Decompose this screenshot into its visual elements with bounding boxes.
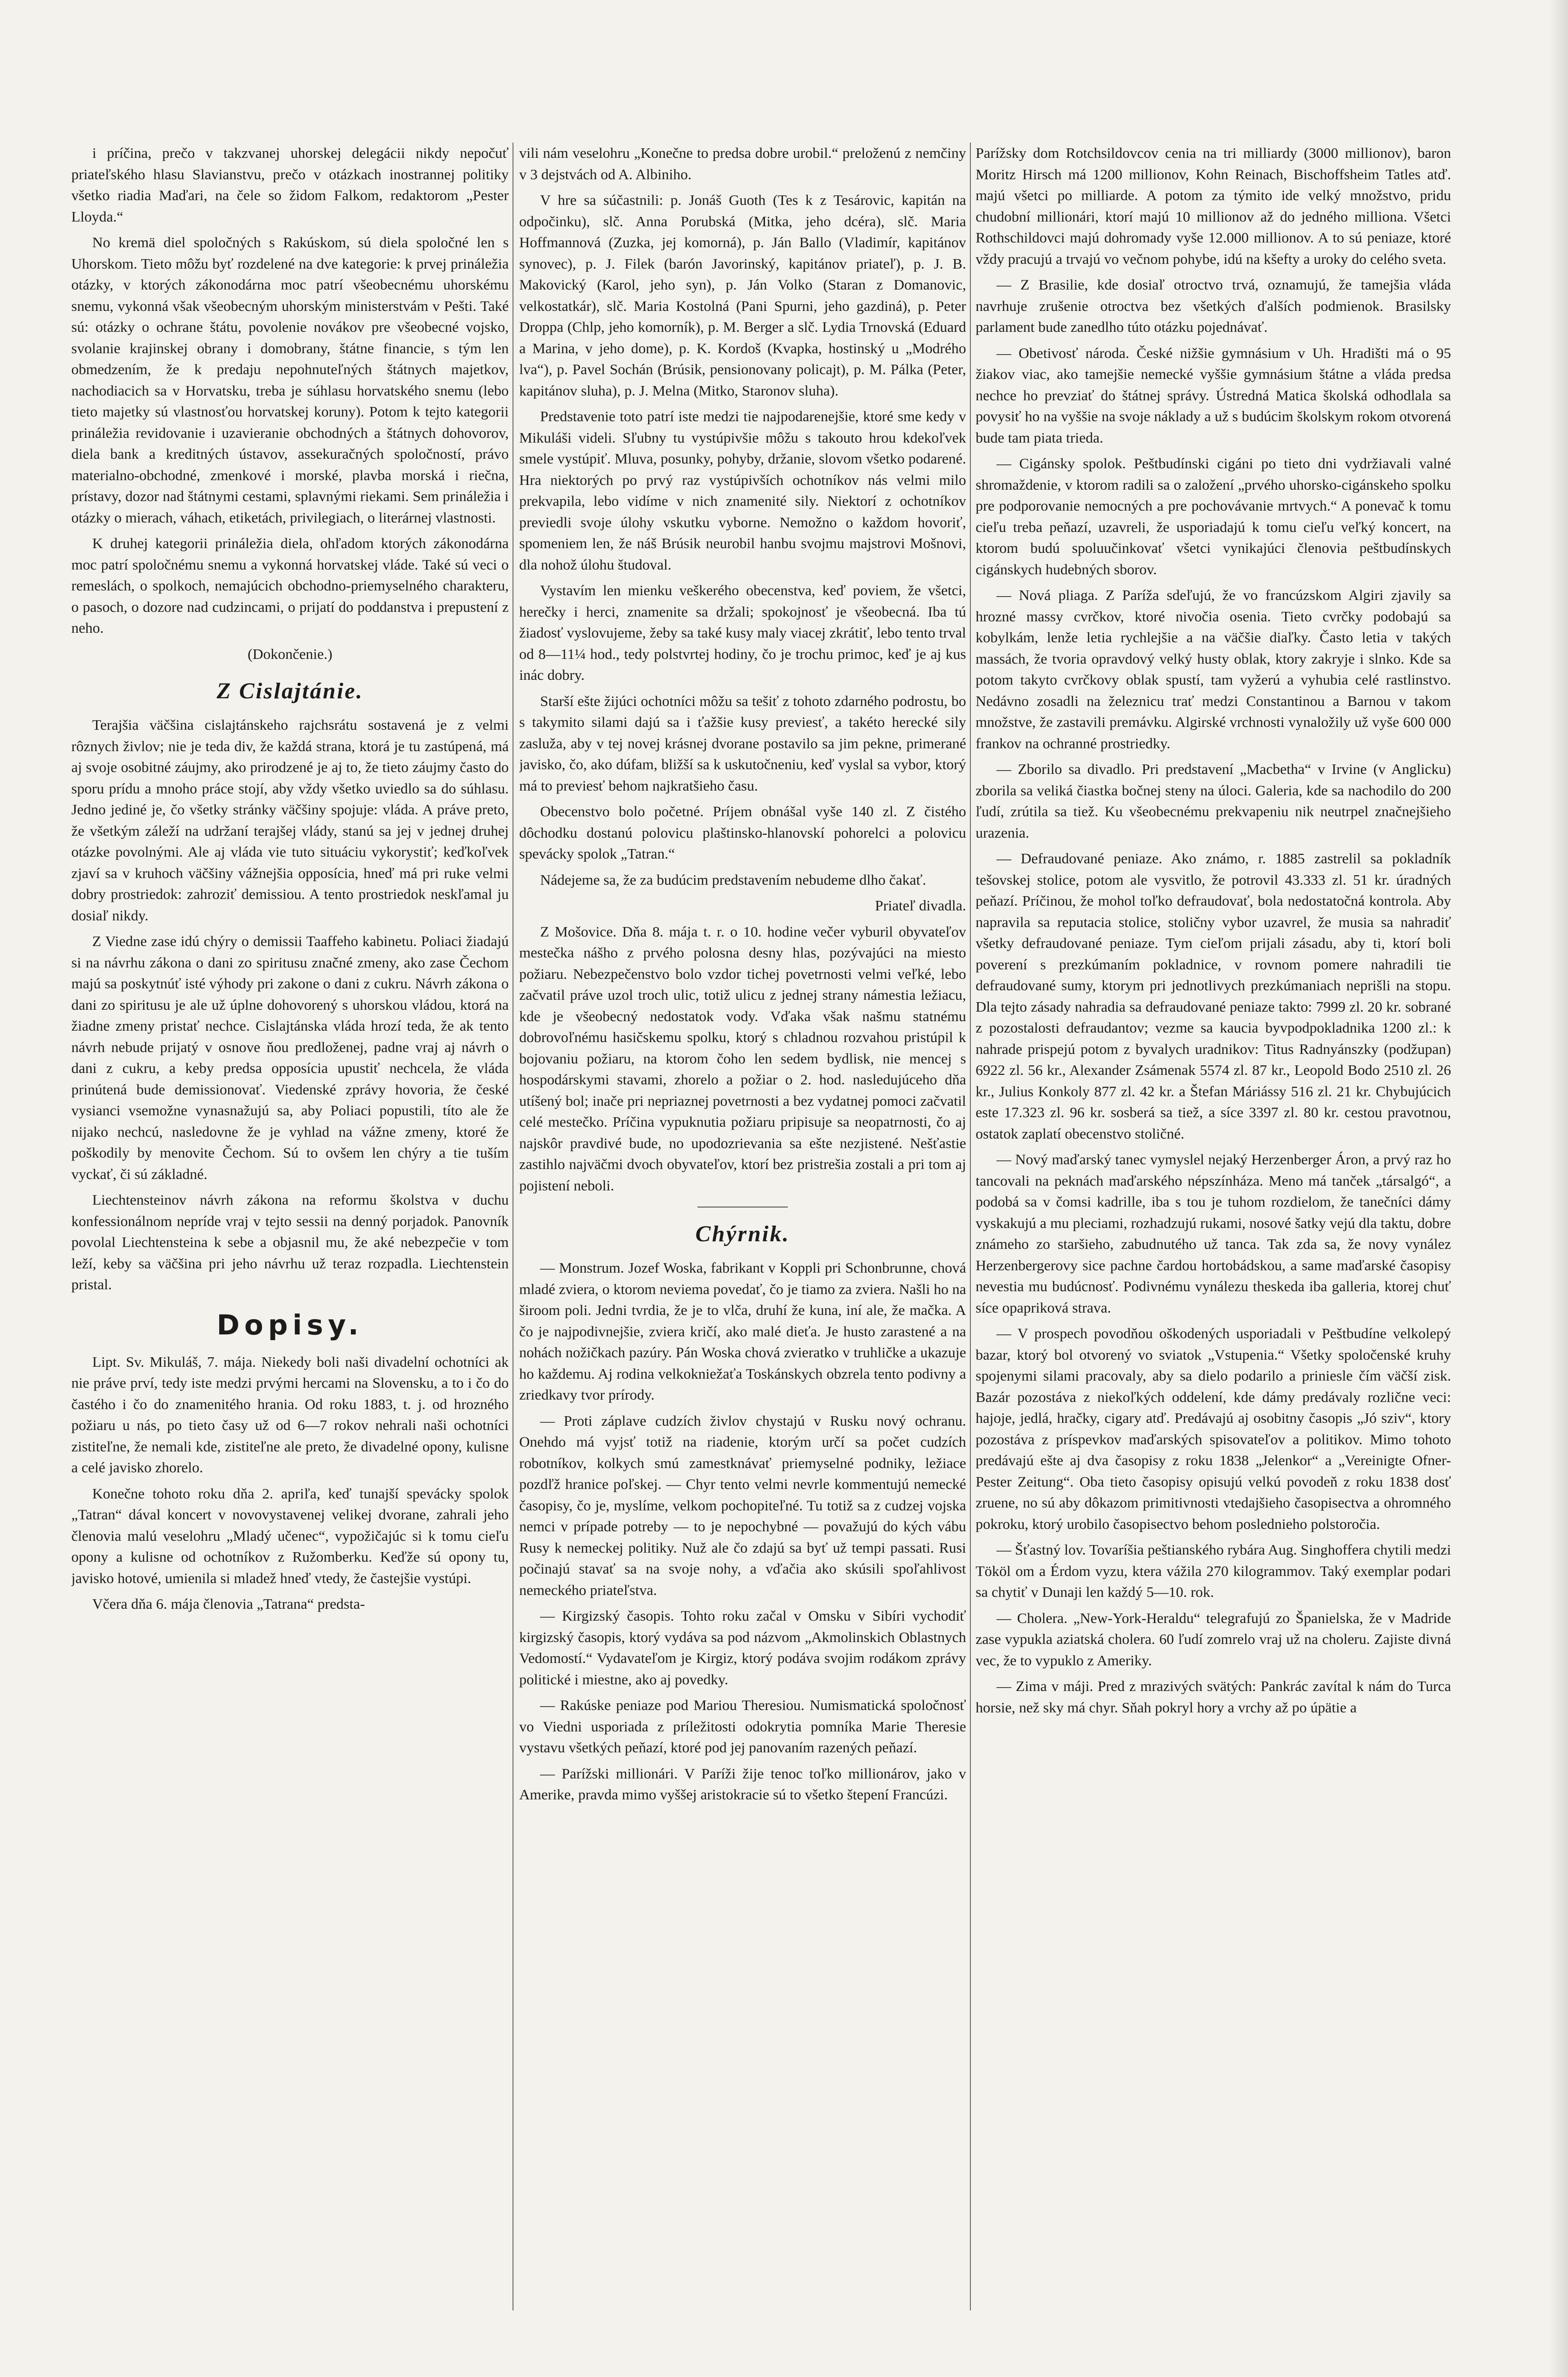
paragraph: Z Viedne zase idú chýry o demissii Taaffeho kabinetu. Poliaci žiadajú si na návrhu zákona o dani zo spiritusu značné zmeny, ako zase Čechom majú sa poskytnúť isté výhody pri zakone o dani z cukru. Návrh zákona o dani zo spiritusu je ale už úplne dohovorený s uhorskou vládou, ktorá na žiadne zmeny pristať nechce. Cislajtánska vláda hrozí teda, že ak tento návrh nebude prijatý v osnove ňou predloženej, padne vraj aj návrh o dani z cukru, a keby predsa opposícia upustiť nechcela, že vláda prinútená bude demissionovať. Viedenské zprávy hovoria, že české vysianci vsemožne vynasnažujú sa, aby Poliaci popustili, títo ale že nijako nechcú, nasledovne že je vyhlad na vážne zmeny, ktoré že poškodily by menovite Čechom. Sú to ovšem len chýry a tie tuším vyckať, či sú základné. xyxy=(71,933,509,1182)
paragraph: Parížsky dom Rotchsildovcov cenia na tri milliardy (3000 millionov), baron Moritz Hirsch má 1200 millionov, Kohn Reinach, Bischoffsheim Tatles atď. majú všetci po milliarde. A potom za týmito ide velký množstvo, pridu chudobní millionári, ktorí majú 10 millionov až do jedného milliona. Všetci Rothschildovci majú dohromady vyše 12.000 millionov. A to sú peniaze, ktoré vždy pracujú a trvajú vo večnom pohybe, idú na kšefty a uroky do celého sveta. xyxy=(976,145,1451,267)
paragraph: Vystavím len mienku veškerého obecenstva, keď poviem, že všetci, herečky i herci, znamenite sa držali; spokojnosť je všeobecná. Iba tú žiadosť vyslovujeme, žeby sa také kusy maly viacej zkrátiť, lebo tento trval od 8—11¼ hod., tedy polstvrtej hodiny, čo je trochu primoc, keď je aj kus inác dobry. xyxy=(519,582,966,683)
continuation-note: (Dokončenie.) xyxy=(247,645,333,662)
column-right xyxy=(976,143,1451,2310)
paragraph: V hre sa súčastnili: p. Jonáš Guoth (Tes k z Tesárovic, kapitán na odpočinku), slč. Anna Porubská (Mitka, jeho dcéra), slč. Maria Hoffmannová (Zuzka, jej komorná), p. Ján Ballo (Vladimír, kapitánov synovec), p. J. Filek (barón Javorinský, kapitánov priateľ), p. J. B. Makovický (Karol, jeho syn), p. Ján Volko (Staran z Domanovic, velkostatkár), slč. Maria Kostolná (Pani Spurni, jeho gazdiná), p. Peter Droppa (Chlp, jeho komorník), p. M. Berger a slč. Lydia Trnovská (Eduard a Marina, v jeho dome), p. K. Kordoš (Kvapka, hostinský u „Modrého lva“), p. Pavel Sochán (Brúsik, pensionovany policajt), p. M. Pálka (Peter, kapitánov sluha), p. J. Melna (Mitko, Staronov sluha). xyxy=(519,192,966,399)
paragraph: Včera dňa 6. mája členovia „Tatrana“ predsta- xyxy=(92,1595,365,1612)
news-item: — V prospech povodňou oškodených usporiadali v Peštbudíne velkolepý bazar, ktorý bol otvorený vo sviatok „Vstupenia.“ Všetky spoločenské kruhy spojenymi silami pracovaly, aby sa dielo podarilo a priniesle čím väčší zisk. Bazár pozostáva z niekoľkých oddelení, kde dámy predávaly rozlične veci: hajoje, jedlá, hračky, cigary atď. Predávajú aj osobitny časopis „Jó sziv“, ktory pozostáva z príspevkov maďarských spisovateľov a politikov. Mimo tohoto predávajú ešte aj dva časopisy z roku 1838 „Jelenkor“ a „Vereinigte Ofner-Pester Zeitung“. Oba tieto časopisy opisujú velkú povodeň z roku 1838 dosť zruene, no sú aby dôkazom primitivnosti vtedajšieho časopisectva a ohromného pokroku, ktorý urobilo časopisectvo behom poslednieho polstoročia. xyxy=(976,1325,1451,1532)
news-item: — Nový maďarský tanec vymyslel nejaký Herzenberger Áron, a prvý raz ho tancovali na peknách maďarského népszínháza. Meno má tanček „társalgó“, a podobá sa v čomsi kadrille, iba s tou je tuhom rozdielom, že tanečníci dámy vyskakujú a mu pleciami, rozhadzujú rukami, nosové šatky vejú dla taktu, dobre známeho zo staršieho, zabudnutého už tanca. Tak zda sa, že novy vynález Herzenbergerovy sice pachne čardou hortobádskou, a same maďarské časopisy nevestia mu budúcnosť. Podivnému vynálezu theskeda iba galleria, ktorej chuť síce opapriková strava. xyxy=(976,1151,1451,1316)
news-item: — Zima v máji. Pred z mrazivých svätých: Pankrác zavítal k nám do Turca horsie, než sky má chyr. Sňah pokryl hory a vrchy až po úpätie a xyxy=(976,1678,1451,1716)
news-item: — Zborilo sa divadlo. Pri predstavení „Macbetha“ v Irvine (v Anglicku) zborila sa veliká čiastka bočnej steny na úloci. Galeria, kde sa nachodilo do 200 ľudí, zrútila sa tiež. Ku všeobecnému prekvapeniu nik neutrpel značnejšieho urazenia. xyxy=(976,761,1451,841)
column-left xyxy=(71,143,509,2310)
column-middle xyxy=(519,143,966,2310)
news-item: — Kirgizský časopis. Tohto roku začal v Omsku v Sibíri vychodiť kirgizský časopis, ktorý vydáva sa pod názvom „Akmolinskich Oblastnych Vedomostí.“ Vydavateľom je Kirgiz, ktorý podáva svojim rodákom zprávy politické i miestne, ako aj povedky. xyxy=(519,1607,966,1688)
paragraph: i príčina, prečo v takzvanej uhorskej delegácii nikdy nepočuť priateľského hlasu Slavianstvu, prečo v otázkach inostrannej politiky všetko riadia Maďari, na čele so židom Falkom, redaktorom „Pester Lloyda.“ xyxy=(71,145,509,225)
section-heading-cislajtania: Z Cislajtánie. xyxy=(216,678,364,704)
news-item: — Monstrum. Jozef Woska, fabrikant v Koppli pri Schonbrunne, chová mladé zviera, o ktorom neviema povedať, čo je tiamo za zviera. Našli ho na široom poli. Jedni tvrdia, že je to vlča, druhí že kuna, iní ale, že mačka. A čo je najpodivnejšie, zviera kričí, ako malé dieťa. Je husto zarastené a na nohách nožičkach pazúry. Pán Woska chová zvieratko v truhličke a ukazuje ho každemu. Aj rodina velkokniežaťa Toskánskych obzrela tento podivny a zriedkavy tvor prírody. xyxy=(519,1259,966,1403)
page-edge-shadow xyxy=(1549,0,1568,2377)
news-item: — Cigánsky spolok. Peštbudínski cigáni po tieto dni vydržiavali valné shromaždenie, v ktorom radili sa o založení „prvého uhorsko-cigánskeho spolku pre podporovanie nemocných a pre pochovávanie mrtvych.“ A ponevač k tomu cieľu treba peňazí, uzavreli, že usporiadajú k tomu cieľu veľký koncert, na ktorom budú spoluučinkovať všetci vynikajúci členovia peštbudínskych cigánskych hudebných sborov. xyxy=(976,455,1451,578)
paragraph: Z Mošovice. Dňa 8. mája t. r. o 10. hodine večer vyburil obyvateľov mestečka nášho z prvého polosna desny hlas, pozývajúci na miesto požiaru. Nebezpečenstvo bolo vzdor tichej povetrnosti velmi veľké, lebo začvatil práve uzol troch ulic, totiž ulicu z jednej strany námestia ležiacu, kde je všeobecný nedostatok vody. Vďaka však našmu statnému dobrovoľnému hasičskemu spolku, ktorý s chladnou rozvahou pristúpil k bojovaniu požiaru, na ktorom čoho len sedem bydlisk, nie mencej s hospodárskymi stavami, zhorelo a požiar o 2. hod. nasledujúceho dňa utíšený bol; inače pri nepriaznej povetrnosti a bez vydatnej pomoci začvatil celé mestečko. Príčina vypuknutia požiaru pripisuje sa neopatrnosti, čo aj najskôr pravdivé bude, no upodozrievania sa ešte nezjistené. Nešťastie zastihlo najväčmi dvoch obyvateľov, ktorí bez pristrešia zostali a pri tom aj pojistení neboli. xyxy=(519,923,966,1194)
paragraph: Predstavenie toto patrí iste medzi tie najpodarenejšie, ktoré sme kedy v Mikuláši videli. Sľubny tu vystúpivšie môžu s takouto hrou kdekoľvek smele vystúpiť. Mluva, posunky, pohyby, držanie, slovom všetko podarené. Hra niektorých po prvý raz vystúpivších ochotníkov nás velmi milo prekvapila, lebo vidíme v nich znamenité sily. Niektorí z ochotníkov previedli svoje úlohy vskutku vyborne. Nemožno o každom hovoriť, spomeniem len, že náš Brúsik neurobil hanbu svojmu majstrovi Mošnovi, dla nohož úlohu študoval. xyxy=(519,408,966,573)
paragraph: vili nám veselohru „Konečne to predsa dobre urobil.“ preloženú z nemčiny v 3 dejstvách od A. Albiniho. xyxy=(519,145,966,183)
paragraph: Terajšia väčšina cislajtánskeho rajchsrátu sostavená je z velmi rôznych živlov; nie je teda div, že každá strana, ktorá je tu zastúpená, má aj svoje osobitné záujmy, ako prirodzené je aj to, že tieto záujmy často do sporu prídu a mnoho práce stojí, aby vždy všetko uviedlo sa do súhlasu. Jedno jediné je, čo všetky stránky väčšiny spojuje: vláda. A práve preto, že všetkým záleží na udržaní terajšej vlády, stanú sa jej v jednej druhej otázke povolnými. Ale aj vláda vie tuto situáciu vykorystiť; keďkoľvek zjaví sa v kruhoch väčšiny vážnejšia opposícia, hneď má pri ruke velmi dobry prostriedok: zahroziť demissiou. A tento prostriedok neskľamal ju dosiaľ nikdy. xyxy=(71,716,509,924)
paragraph: Liechtensteinov návrh zákona na reformu školstva v duchu konfessionálnom nepríde vraj v tejto sessii na denný porjadok. Panovník povolal Liechtensteina k sebe a objasnil mu, že aké nebezpečie v tom leží, keby sa väčšina pri jeho návrhu už teraz rozpadla. Liechtenstein pristal. xyxy=(71,1191,509,1293)
paragraph: K druhej kategorii prináležia diela, ohľadom ktorých zákonodárna moc patrí spoločnému snemu a vykonná horvatskej vláde. Také sú veci o remeslách, o spolkoch, nemajúcich obchodno-priemyselného charakteru, o pasoch, o dozore nad cudzincami, o prijatí do poddanstva i prepustení z neho. xyxy=(71,535,509,636)
section-heading-chyrnik: Chýrnik. xyxy=(695,1221,790,1246)
paragraph: Obecenstvo bolo početné. Príjem obnášal vyše 140 zl. Z čistého dôchodku dostanú polovicu plaštinsko-hlanovskí pohorelci a polovicu spevácky spolok „Tatran.“ xyxy=(519,803,966,862)
news-item: — Nová pliaga. Z Paríža sdeľujú, že vo francúzskom Algiri zjavily sa hrozné massy cvrčkov, ktoré nivočia osenia. Tieto cvrčky podobajú sa kobylkám, lenže letia rychlejšie a na väčšie diaľky. Často letia v takých massách, že tvoria opravdový velký husty oblak, ktory zakryje i slnko. Kde sa potom takyto cvrčkovy oblak spustí, tam vyžerú a vyhubia celé rastlinstvo. Nedávno zosadli na železnicu trať medzi Constantinou a Barnou v takom množstve, že zastavili premávku. Algirské vrchnosti vynaložily už vyše 600 000 frankov na ochranné prostriedky. xyxy=(976,587,1451,752)
paragraph: No kremä diel spoločných s Rakúskom, sú diela spoločné len s Uhorskom. Tieto môžu byť rozdelené na dve kategorie: k prvej prináležia otázky, v ktorých zákonodárna moc patrí všeobecnému uhorskému snemu, vykonná však všeobecným uhorským ministerstvám v Pešti. Také sú: otázky o ochrane štátu, povolenie novákov pre všeobecné vojsko, svolanie krajinskej obrany i domobrany, štátne financie, s tým len obmedzením, že k predaju nepohnuteľných štátnych majetkov, nachodiacich sa v Horvatsku, treba je súhlasu horvatského snemu (lebo tieto majetky sú vlastnosťou horvatskej koruny). Potom k tejto kategorii prináležia revidovanie i uzavieranie obchodných a štátnych dohovorov, diela bank a kreditných ústavov, assekuračných spoločností, právo materialno-obchodné, zmenkové i morské, plavba morská i riečna, prístavy, dozor nad štátnymi cestami, splavnými riekami. Sem prináležia i otázky o mierach, váhach, etiketách, privilegiach, o literárnej vlastnosti. xyxy=(71,234,509,526)
paragraph: Starší ešte žijúci ochotníci môžu sa tešiť z tohoto zdarného podrostu, bo s takymito silami dajú sa i ťažšie kusy previesť, a takéto herecké sily zasluža, aby v tej novej krásnej dvorane postavilo sa jim pekne, primerané javisko, čo, ako dúfam, bližší sa k uskutočneniu, keď vyslal sa vybor, ktorý má to previesť behom najkratšieho času. xyxy=(519,692,966,794)
paragraph: Lipt. Sv. Mikuláš, 7. mája. Niekedy boli naši divadelní ochotníci ak nie práve prví, tedy iste medzi prvými hercami na Slovensku, a to i čo do častého i čo do znamenitého hrania. Od roku 1883, t. j. od hrozného požiaru u nás, po tieto časy už od 6—7 rokov nehrali naši ochotníci zistiteľne, že nemali kde, zistiteľne ale preto, že divadelné opony, kulisne a celé javisko zhorelo. xyxy=(71,1353,509,1476)
news-item: — Šťastný lov. Tovaríšia peštianského rybára Aug. Singhoffera chytili medzi Tököl om a Érdom vyzu, ktera vážila 270 kilogrammov. Taký exemplar podari sa chytiť v Dunaji len každý 5—10. rok. xyxy=(976,1541,1451,1600)
paragraph: Konečne tohoto roku dňa 2. apriľa, keď tunajší spevácky spolok „Tatran“ dával koncert v novovystavenej velikej dvorane, zahrali jeho členovia malú veselohru „Mladý učenec“, vypožičajúc si k tomu cieľu opony a kulisne od ochotníkov z Ružomberku. Keďže sú opony tu, javisko hotové, umienila si mladež hneď vtedy, že častejšie vystúpi. xyxy=(71,1485,509,1586)
news-item: — Parížski millionári. V Paríži žije tenoc toľko millionárov, jako v Amerike, pravda mimo vyššej aristokracie sú to všetko štepení Francúzi. xyxy=(519,1765,966,1803)
news-item: — Rakúske peniaze pod Mariou Theresiou. Numismatická spoločnosť vo Viedni usporiada z príležitosti odokrytia pomníka Marie Theresie vystavu všetkých peňazí, ktoré pod jej panovaním razených peňazí. xyxy=(519,1697,966,1756)
signature: Priateľ divadla. xyxy=(875,897,966,914)
news-item: — Defraudované peniaze. Ako známo, r. 1885 zastrelil sa pokladník tešovskej stolice, potom ale vysvitlo, že potrovil 43.333 zl. 51 kr. úradných peňazí. Príčinou, že mohol toľko defraudovať, bola nedostatočná kontrola. Aby napravila sa reputacia stolice, stoličny vybor uzavrel, že musia sa nahradiť všetky defraudované peniaze. Tym cieľom prijali zásadu, aby ti, ktorí boli poverení s prezkúmaním pokladnice, v rovnom pomere nahradili tie defraudované sumy, ktorym pri jednotlivych prezkúmaniach neprišli na stopu. Dla tejto zásady nahradia sa defraudované peniaze takto: 7999 zl. 20 kr. sobrané z pozostalosti defraudantov; vezme sa kaucia byvpodpokladnika 1200 zl.: k nahrade prispejú potom z byvalych uradnikov: Titus Radnyánszky (podžupan) 6922 zl. 56 kr., Alexander Zsámenak 5574 zl. 87 kr., Leopold Bodo 2510 zl. 26 kr., Julius Konkoly 877 zl. 42 kr. a Štefan Máriássy 516 zl. 21 kr. Chybujúcich este 17.323 zl. 96 kr. sosberá sa tiež, a síce 3397 zl. 80 kr. cestou pravotnou, ostatok zaplatí obecenstvo stoličné. xyxy=(976,850,1451,1142)
paragraph: Nádejeme sa, že za budúcim predstavením nebudeme dlho čakať. xyxy=(540,871,927,888)
column-divider xyxy=(970,143,971,2310)
news-item: — Proti záplave cudzích živlov chystajú v Rusku nový ochranu. Onehdo má vyjsť totiž na riadenie, ktorým určí sa počet cudzích robotníkov, kolkych smú zamestknávať priemyselné podniky, ležiace pozdľž hranice poľskej. — Chyr tento velmi nevrle kommentujú nemecké časopisy, čo je, myslíme, velkom pochopiteľné. Tu totiž sa z cudzej vojska nemci v prípade potreby — to je nepochybné — považujú do kých vábu Rusy k nemeckej politiky. Nuž ale čo zdajú sa byť už tempi passati. Rusi počinajú stavať sa na svoje nohy, a vďačia ako skúsili spoľahlivost nemeckého priateľstva. xyxy=(519,1412,966,1598)
news-item: — Obetivosť národa. České nižšie gymnásium v Uh. Hradišti má o 95 žiakov viac, ako tamejšie nemecké vyššie gymnásium štátne a vláda predsa nechce ho prevziať do štátnej správy. Ústredná Matica školská odhodlala sa povysiť ho na vyššie na svoje náklady a už s budúcim školskym rokom otvorená bude tam piata trieda. xyxy=(976,344,1451,446)
section-heading-dopisy: Dopisy. xyxy=(216,1308,364,1341)
news-item: — Cholera. „New-York-Heraldu“ telegrafujú zo Španielska, že v Madride zase vypukla aziatská cholera. 60 ľudí zomrelo vraj už na choleru. Zajiste divná vec, že to vypuklo z Ameriky. xyxy=(976,1609,1451,1669)
news-item: — Z Brasilie, kde dosiaľ otroctvo trvá, oznamujú, že tamejšia vláda navrhuje zrušenie otroctva bez všetkých ďalších podmienok. Brasilsky parlament bude zanedlho túto otázku pojednávať. xyxy=(976,276,1451,335)
separator-rule xyxy=(697,1207,788,1208)
